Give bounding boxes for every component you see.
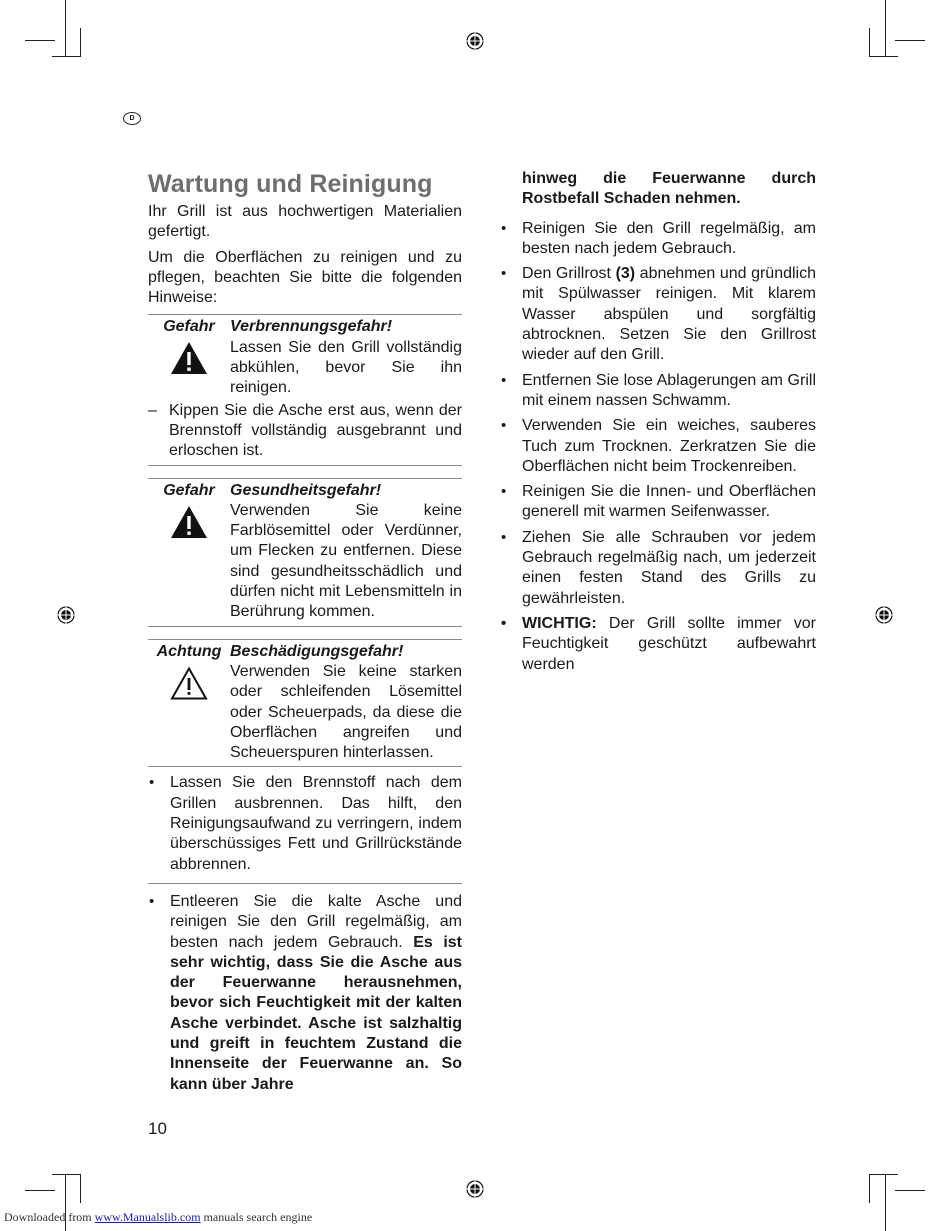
- bullet-mark: •: [501, 371, 507, 389]
- warning-box-burn: [148, 314, 462, 465]
- crop-mark: [52, 1174, 81, 1175]
- warning-text: Verwenden Sie keine Farblösemittel oder Verdünner, um Flecken zu entfernen. Diese sind gesundheitsschädlich und dürfen nicht mit Lebensmitteln in Berührung kommen.: [230, 501, 462, 621]
- warning-outline-icon: [170, 666, 208, 700]
- warning-box-damage: [148, 639, 462, 768]
- list-item: [500, 528, 816, 609]
- continuation-text: hinweg die Feuerwanne durch Rostbefall Schaden nehmen.: [522, 170, 816, 208]
- warning-filled-icon: [170, 341, 208, 375]
- list-item-text-normal: Der Grill sollte immer vor Feuchtigkeit geschützt aufbewahrt werden: [522, 614, 817, 673]
- bullet-mark: •: [501, 219, 507, 237]
- divider: [148, 883, 462, 884]
- registration-mark-icon: [875, 606, 893, 624]
- crop-mark: [885, 1175, 886, 1231]
- list-item: [500, 219, 816, 260]
- dash-mark: –: [148, 401, 157, 419]
- warning-text: Lassen Sie den Grill vollständig abkühlen, bevor Sie ihn reinigen.: [230, 338, 462, 397]
- crop-mark: [869, 1175, 870, 1203]
- list-item-text-normal: Entleeren Sie die kalte Asche und reinigen Sie den Grill regelmäßig, am besten nach jedem Gebrauch.: [170, 892, 462, 951]
- list-item-text: Ziehen Sie alle Schrauben vor jedem Gebrauch regelmäßig nach, um jederzeit einen festen Stand des Grills zu gewährleisten.: [522, 528, 816, 607]
- list-item-text: Entfernen Sie lose Ablagerungen am Grill mit einem nassen Schwamm.: [522, 371, 816, 409]
- warning-label: Gefahr: [163, 318, 215, 336]
- bullet-mark: •: [149, 774, 155, 792]
- bullet-mark: •: [501, 528, 507, 546]
- crop-mark: [80, 28, 81, 56]
- download-footer: [4, 1210, 312, 1225]
- crop-mark: [895, 1190, 925, 1191]
- continuation-paragraph: [500, 169, 816, 210]
- registration-mark-icon: [466, 1180, 484, 1198]
- footer-suffix: manuals search engine: [203, 1210, 313, 1224]
- indent-spacer: [500, 169, 522, 210]
- part-number: (3): [615, 265, 636, 283]
- crop-mark: [65, 0, 66, 56]
- registration-mark-icon: [57, 606, 75, 624]
- list-item-text: Lassen Sie den Brennstoff nach dem Grillen ausbrennen. Das hilft, den Reinigungsaufwand zu verringern, indem überschüssiges Fett und Grillrückstände abbrennen.: [170, 774, 462, 873]
- list-item-text-bold: Es ist sehr wichtig, dass Sie die Asche aus der Feuerwanne herausnehmen, bevor sich Feuchtigkeit mit der kalten Asche verbindet. Asche ist salzhaltig und greift in feuchtem Zustand die Innenseite der Feuerwanne an. So kann über Jahre: [170, 933, 463, 1093]
- crop-mark: [52, 56, 81, 57]
- warning-title: Beschädigungsgefahr!: [230, 642, 404, 660]
- crop-mark: [25, 1190, 55, 1191]
- list-item-text-normal: Den Grillrost: [522, 265, 612, 283]
- bullet-mark: •: [501, 265, 507, 283]
- warning-label: Achtung: [156, 642, 222, 660]
- crop-mark: [869, 56, 898, 57]
- intro-paragraph: Um die Oberflächen zu reinigen und zu pflegen, beachten Sie bitte die folgenden Hinweise:: [148, 248, 462, 307]
- list-item-text: [522, 614, 816, 675]
- list-item: [500, 482, 816, 523]
- list-item: [500, 264, 816, 365]
- intro-paragraph: Ihr Grill ist aus hochwertigen Materialien gefertigt.: [148, 203, 462, 241]
- page-title: Wartung und Reinigung: [148, 170, 433, 198]
- crop-mark: [885, 0, 886, 56]
- important-label: WICHTIG:: [522, 614, 597, 632]
- bullet-mark: •: [501, 483, 507, 501]
- list-item-text: Kippen Sie die Asche erst aus, wenn der Brennstoff vollständig ausgebrannt und erloschen ist.: [169, 401, 462, 460]
- warning-label: Gefahr: [163, 481, 215, 499]
- footer-prefix: Downloaded from: [4, 1210, 92, 1224]
- bullet-mark: •: [501, 417, 507, 435]
- list-item: [148, 773, 462, 874]
- list-item-text-normal: abnehmen und gründlich mit Spülwasser reinigen. Mit klarem Wasser abspülen und sorgfältig abtrocknen. Setzen Sie den Grillrost wieder auf den Grill.: [522, 265, 816, 364]
- list-item-text: [170, 892, 462, 1095]
- crop-mark: [869, 1174, 898, 1175]
- list-item: [148, 892, 462, 1095]
- crop-mark: [895, 40, 925, 41]
- list-item-text: Reinigen Sie die Innen- und Oberflächen generell mit warmen Seifenwasser.: [522, 483, 816, 521]
- list-item: [148, 401, 462, 462]
- list-item: [500, 371, 816, 412]
- list-item: [500, 416, 816, 477]
- list-item-text: Reinigen Sie den Grill regelmäßig, am besten nach jedem Gebrauch.: [522, 219, 816, 257]
- bullet-mark: •: [149, 892, 155, 910]
- warning-text: Verwenden Sie keine starken oder schleifenden Lösemittel oder Scheuerpads, da diese die Oberflächen angreifen und Scheuerspuren hinterlassen.: [230, 662, 462, 762]
- registration-mark-icon: [466, 32, 484, 50]
- manualslib-link[interactable]: www.Manualslib.com: [94, 1210, 201, 1224]
- list-item-text: [522, 264, 816, 365]
- crop-mark: [80, 1175, 81, 1203]
- crop-mark: [869, 28, 870, 56]
- page-number: 10: [148, 1119, 167, 1138]
- warning-filled-icon: [170, 505, 208, 539]
- bullet-mark: •: [501, 614, 507, 632]
- left-column: [148, 168, 462, 1100]
- list-item-text: Verwenden Sie ein weiches, sauberes Tuch zum Trocknen. Zerkratzen Sie die Oberflächen nicht beim Trockenreiben.: [522, 417, 816, 475]
- warning-title: Gesundheitsgefahr!: [230, 481, 382, 499]
- warning-title: Verbrennungsgefahr!: [230, 318, 393, 336]
- crop-mark: [25, 40, 55, 41]
- right-column: [500, 169, 816, 680]
- list-item: [500, 614, 816, 675]
- language-badge: D: [123, 112, 141, 125]
- warning-box-health: [148, 478, 462, 627]
